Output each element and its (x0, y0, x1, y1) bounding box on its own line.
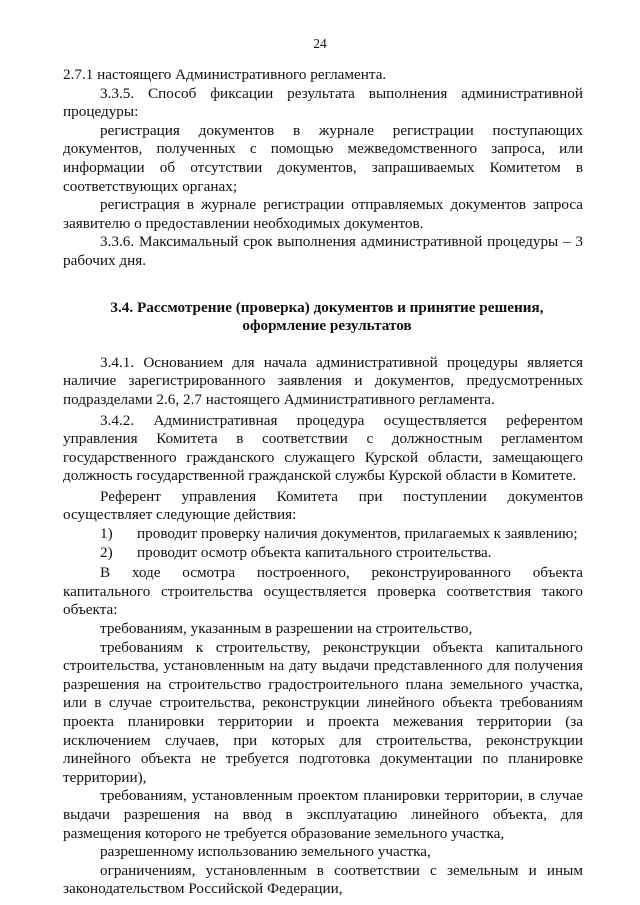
paragraph-requirement: требованиям, указанным в разрешении на строительство, (100, 620, 473, 638)
section-heading-line1: 3.4. Рассмотрение (проверка) документов и принятие решения, (110, 298, 544, 316)
paragraph-3-3-6: 3.3.6. Максимальный срок выполнения административной процедуры – 3 рабочих дня. (63, 233, 583, 269)
paragraph-referent: Референт управления Комитета при поступлении документов осуществляет следующие действия: (63, 487, 583, 524)
paragraph-requirement: требованиям к строительству, реконструкции объекта капитального строительства, установленным на дату выдачи представленного для получения разрешения на строительство градостроительного плана земельного участка, или в случае строительства, реконструкции линейного объекта требованиям проекта планировки территории и проекта межевания территории (за исключением случаев, при которых для строительства, реконструкции линейного объекта не требуется подготовка документации по планировке территории), (63, 638, 583, 786)
page-number: 24 (313, 36, 327, 51)
paragraph-requirement: ограничениям, установленным в соответствии с земельным и иным законодательством Российской Федерации, (63, 861, 583, 898)
paragraph: 2.7.1 настоящего Административного регламента. (63, 66, 387, 83)
list-item (63, 544, 583, 563)
list-item (63, 525, 583, 544)
paragraph-3-3-5: 3.3.5. Способ фиксации результата выполнения административной процедуры: (63, 84, 583, 121)
document-body (63, 66, 583, 899)
paragraph-3-4-1: 3.4.1. Основанием для начала административной процедуры является наличие зарегистрированного заявления и документов, предусмотренных подразделами 2.6, 2.7 настоящего Административного регламента. (63, 353, 583, 408)
list-item-text: проводит осмотр объекта капитального строительства. (137, 543, 492, 561)
list-item-number: 2) (100, 543, 113, 561)
section-heading-line2: оформление результатов (242, 317, 412, 335)
paragraph: регистрация в журнале регистрации отправляемых документов запроса заявителю о предоставлении необходимых документов. (63, 196, 583, 232)
paragraph-3-4-2: 3.4.2. Административная процедура осуществляется референтом управления Комитета в соответствии с должностным регламентом государственного гражданского служащего Курской области, замещающего должность государственной гражданской службы Курской области в Комитете. (63, 411, 583, 485)
paragraph-requirement: разрешенному использованию земельного участка, (100, 843, 431, 861)
section-heading (63, 299, 583, 336)
list-item-number: 1) (100, 525, 113, 543)
list-item-text: проводит проверку наличия документов, прилагаемых к заявлению; (137, 525, 578, 543)
paragraph: регистрация документов в журнале регистрации поступающих документов, полученных с помощью межведомственного запроса, или информации об отсутствии документов, запрашиваемых Комитетом в соответствующих органах; (63, 121, 583, 195)
paragraph-requirement: требованиям, установленным проектом планировки территории, в случае выдачи разрешения на ввод в эксплуатацию линейного объекта, для размещения которого не требуется образование земельного участка, (63, 787, 583, 842)
paragraph-inspection: В ходе осмотра построенного, реконструированного объекта капитального строительства осуществляется проверка соответствия такого объекта: (63, 564, 583, 619)
